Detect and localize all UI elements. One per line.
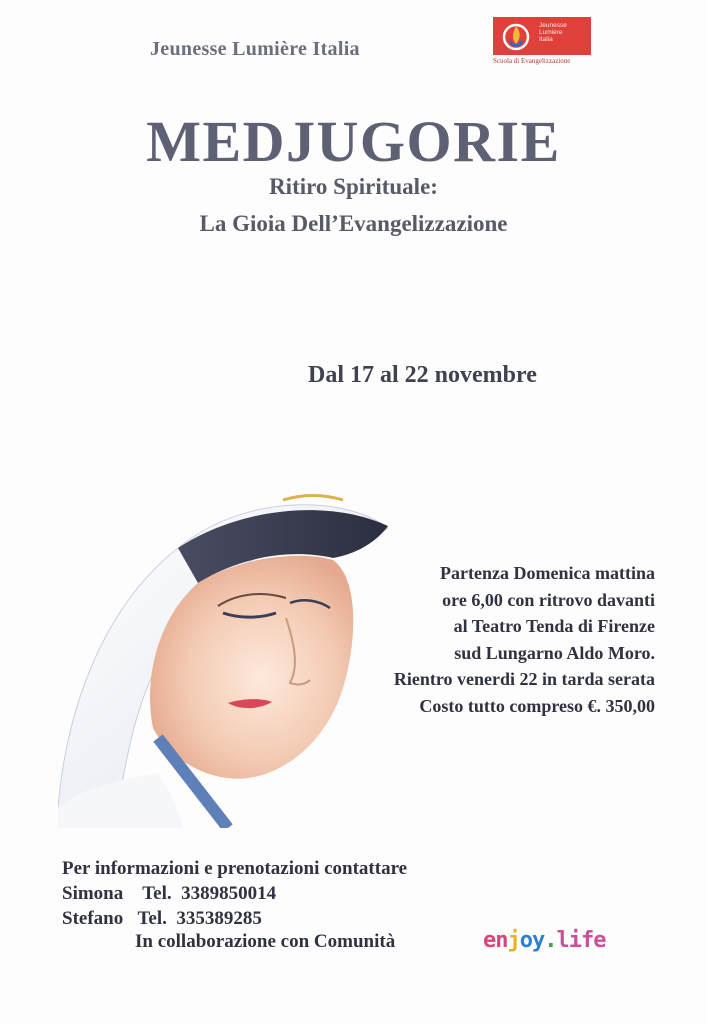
enjoy-life-brand [483, 928, 605, 953]
contact-name: Stefano [62, 908, 124, 929]
brand-part: en [483, 928, 508, 953]
contact-row [62, 906, 407, 931]
brand-part: life [556, 928, 606, 953]
subtitle-line-2: La Gioia Dell’Evangelizzazione [199, 211, 508, 236]
contact-phone: 335389285 [176, 908, 262, 929]
organization-logo [493, 17, 591, 67]
contact-intro: Per informazioni e prenotazioni contattare [62, 858, 408, 879]
flame-logo-icon [501, 20, 531, 52]
logo-line-3: Italia [539, 36, 553, 43]
contact-name: Simona [62, 883, 124, 904]
logo-line-2: Lumière [539, 29, 563, 36]
contact-section [62, 856, 407, 931]
contact-tel-label: Tel. [142, 883, 172, 904]
contact-tel-label: Tel. [137, 908, 167, 929]
brand-part: oy [519, 928, 545, 953]
event-dates: Dal 17 al 22 novembre [308, 362, 537, 388]
collaboration-text: In collaborazione con Comunità [135, 931, 396, 952]
contact-row [62, 881, 407, 906]
logo-tagline: Scuola di Evangelizzazione [493, 57, 571, 65]
logo-line-1: Jeunesse [539, 22, 567, 29]
contact-phone: 3389850014 [181, 883, 277, 904]
detail-line: sud Lungarno Aldo Moro. [454, 642, 655, 663]
event-details [394, 560, 655, 719]
brand-part: j [507, 928, 520, 953]
detail-line: Partenza Domenica mattina [440, 563, 655, 583]
detail-line: Costo tutto compreso €. 350,00 [419, 695, 655, 716]
organization-name: Jeunesse Lumière Italia [150, 38, 360, 60]
subtitle-line-1: Ritiro Spirituale: [269, 174, 438, 199]
detail-line: Rientro venerdi 22 in tarda serata [393, 669, 655, 689]
logo-background [493, 17, 591, 55]
logo-text [539, 22, 567, 43]
event-title: MEDJUGORIE [146, 109, 561, 174]
detail-line: ore 6,00 con ritrovo davanti [442, 589, 655, 610]
detail-line: al Teatro Tenda di Firenze [453, 616, 655, 636]
brand-part: . [544, 928, 557, 953]
madonna-portrait-icon [58, 488, 398, 828]
